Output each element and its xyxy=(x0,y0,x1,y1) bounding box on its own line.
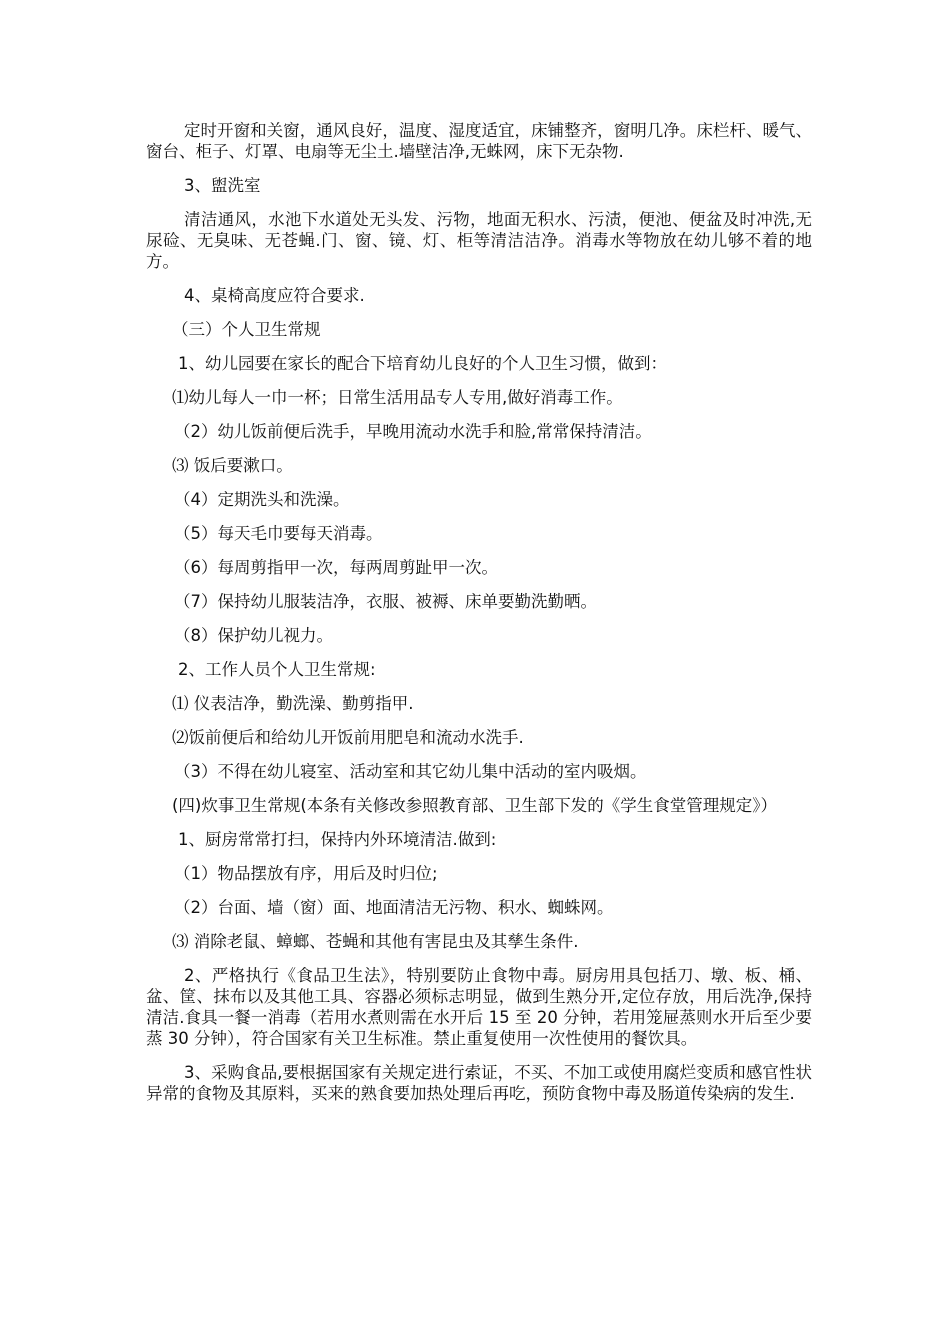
list-item: （7）保持幼儿服装洁净，衣服、被褥、床单要勤洗勤晒。 xyxy=(174,592,597,611)
list-item: ⑵饭前便后和给幼儿开饭前用肥皂和流动水洗手. xyxy=(172,728,524,747)
list-item: ⑶ 消除老鼠、蟑螂、苍蝇和其他有害昆虫及其孳生条件. xyxy=(172,932,579,951)
list-item-staff-hygiene: 2、工作人员个人卫生常规: xyxy=(178,660,376,679)
list-item: （5）每天毛巾要每天消毒。 xyxy=(174,524,383,543)
section-heading-washroom: 3、盥洗室 xyxy=(184,176,261,195)
paragraph-food-safety-law: 2、严格执行《食品卫生法》，特别要防止食物中毒。厨房用具包括刀、墩、板、桶、盆、筐、抹布以及其他工具、容器必须标志明显，做到生熟分开,定位存放，用后洗净,保持清洁.食具一餐一消毒（若用水煮则需在水开后 15 至 20 分钟，若用笼屉蒸则水开后至少要蒸 30 分钟），符合国家有关卫生标准。禁止重复使用一次性使用的餐饮具。 xyxy=(146,966,812,1048)
list-item: ⑴ 仪表洁净，勤洗澡、勤剪指甲. xyxy=(172,694,414,713)
paragraph-food-purchasing: 3、采购食品,要根据国家有关规定进行索证，不买、不加工或使用腐烂变质和感官性状异常的食物及其原料，买来的熟食要加热处理后再吃，预防食物中毒及肠道传染病的发生. xyxy=(146,1063,812,1103)
list-item: （1）物品摆放有序，用后及时归位; xyxy=(174,864,438,883)
list-item: （3）不得在幼儿寝室、活动室和其它幼儿集中活动的室内吸烟。 xyxy=(174,762,647,781)
section-heading-kitchen-hygiene: (四)炊事卫生常规(本条有关修改参照教育部、卫生部下发的《学生食堂管理规定》） xyxy=(172,796,778,815)
list-item: ⑶ 饭后要漱口。 xyxy=(172,456,293,475)
list-item: ⑴幼儿每人一巾一杯；日常生活用品专人专用,做好消毒工作。 xyxy=(172,388,623,407)
list-item-kitchen-cleaning: 1、厨房常常打扫，保持内外环境清洁.做到: xyxy=(178,830,497,849)
list-item: （2）台面、墙（窗）面、地面清洁无污物、积水、蜘蛛网。 xyxy=(174,898,614,917)
list-item: （4）定期洗头和洗澡。 xyxy=(174,490,350,509)
section-heading-personal-hygiene: （三）个人卫生常规 xyxy=(172,320,321,339)
document-body xyxy=(146,120,812,1117)
list-item: （2）幼儿饭前便后洗手，早晚用流动水洗手和脸,常常保持清洁。 xyxy=(174,422,652,441)
list-item: （6）每周剪指甲一次，每两周剪趾甲一次。 xyxy=(174,558,498,577)
paragraph-dormitory-hygiene: 定时开窗和关窗，通风良好，温度、湿度适宜，床铺整齐，窗明几净。床栏杆、暖气、窗台、柜子、灯罩、电扇等无尘土.墙壁洁净,无蛛网，床下无杂物. xyxy=(146,121,812,161)
list-item: （8）保护幼儿视力。 xyxy=(174,626,333,645)
section-heading-desks-chairs: 4、桌椅高度应符合要求. xyxy=(184,286,365,305)
list-item-child-habits: 1、幼儿园要在家长的配合下培育幼儿良好的个人卫生习惯，做到： xyxy=(178,354,667,373)
paragraph-washroom-hygiene: 清洁通风，水池下水道处无头发、污物，地面无积水、污渍，便池、便盆及时冲洗,无尿硷、无臭味、无苍蝇.门、窗、镜、灯、柜等清洁洁净。消毒水等物放在幼儿够不着的地方。 xyxy=(146,210,812,271)
